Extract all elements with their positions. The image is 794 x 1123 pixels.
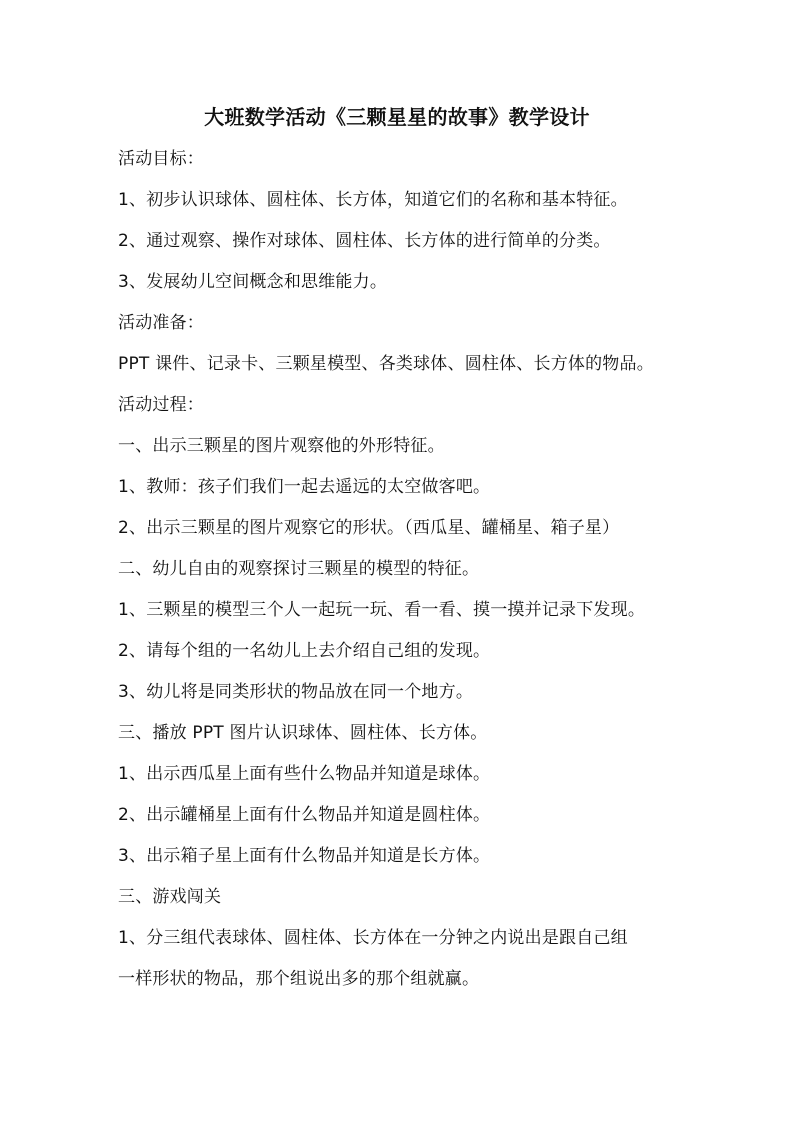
preparation-text: PPT 课件、记录卡、三颗星模型、各类球体、圆柱体、长方体的物品。 xyxy=(118,354,654,374)
process-step-3-item-3: 3、出示箱子星上面有什么物品并知道是长方体。 xyxy=(118,846,491,866)
process-step-1-item-1: 1、教师：孩子们我们一起去遥远的太空做客吧。 xyxy=(118,477,491,497)
goal-item-3: 3、发展幼儿空间概念和思维能力。 xyxy=(118,272,388,292)
process-step-2: 二、幼儿自由的观察探讨三颗星的模型的特征。 xyxy=(118,559,480,579)
process-step-4-item-1: 1、分三组代表球体、圆柱体、长方体在一分钟之内说出是跟自己组 xyxy=(118,928,628,948)
section-heading-process: 活动过程： xyxy=(118,395,204,415)
process-step-3-item-1: 1、出示西瓜星上面有些什么物品并知道是球体。 xyxy=(118,764,491,784)
process-step-2-item-3: 3、幼儿将是同类形状的物品放在同一个地方。 xyxy=(118,682,474,702)
process-step-2-item-2: 2、请每个组的一名幼儿上去介绍自己组的发现。 xyxy=(118,641,491,661)
process-step-1-item-2: 2、出示三颗星的图片观察它的形状。（西瓜星、罐桶星、箱子星） xyxy=(118,518,620,538)
process-step-3: 三、播放 PPT 图片认识球体、圆柱体、长方体。 xyxy=(118,723,488,743)
process-step-2-item-1: 1、三颗星的模型三个人一起玩一玩、看一看、摸一摸并记录下发现。 xyxy=(118,600,646,620)
process-step-1: 一、出示三颗星的图片观察他的外形特征。 xyxy=(118,436,445,456)
section-heading-preparation: 活动准备： xyxy=(118,313,204,333)
goal-item-1: 1、初步认识球体、圆柱体、长方体，知道它们的名称和基本特征。 xyxy=(118,190,628,210)
process-step-4: 三、游戏闯关 xyxy=(118,887,222,907)
process-step-3-item-2: 2、出示罐桶星上面有什么物品并知道是圆柱体。 xyxy=(118,805,491,825)
document-title: 大班数学活动《三颗星星的故事》教学设计 xyxy=(204,105,590,129)
goal-item-2: 2、通过观察、操作对球体、圆柱体、长方体的进行简单的分类。 xyxy=(118,231,611,251)
process-step-4-item-1-continued: 一样形状的物品，那个组说出多的那个组就赢。 xyxy=(118,969,480,989)
section-heading-goals: 活动目标： xyxy=(118,149,204,169)
